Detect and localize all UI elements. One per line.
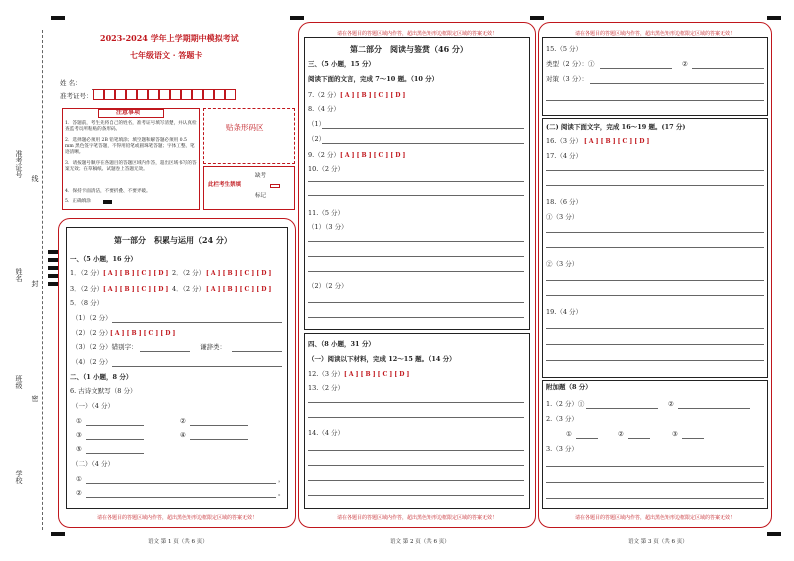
- q6-b-period: 。: [278, 489, 285, 497]
- timing-mark: [48, 282, 58, 286]
- section-4-title: 四、（8 小题，31 分）: [308, 340, 375, 348]
- q6-b-blank-number: ①: [76, 475, 82, 483]
- q6-blank-line[interactable]: [86, 425, 144, 426]
- q9-label: 9.（2 分）: [308, 151, 340, 159]
- notice-item: 1．答题前，考生先将自己的姓名，准考证号填写清楚，并认真检查监考员所粘贴的条形码。: [65, 121, 197, 133]
- q15-type-label-2: ②: [682, 60, 688, 68]
- q6-b-label: （二）（4 分）: [72, 460, 114, 468]
- q18-2-label: ②（3 分）: [546, 260, 579, 268]
- timing-mark: [48, 250, 58, 254]
- q15-policy-line[interactable]: [546, 100, 764, 101]
- name-label: 姓 名：: [60, 79, 82, 87]
- q5-3-modest-label: 谦辞类：: [200, 343, 226, 351]
- q18-1-line[interactable]: [546, 232, 764, 233]
- q3-label: 3．（2 分）: [70, 285, 104, 293]
- bonus-q2-blank-number: ②: [618, 430, 624, 438]
- q19-line[interactable]: [546, 344, 764, 345]
- timing-mark: [767, 532, 781, 536]
- q19-label: 19.（4 分）: [546, 308, 583, 316]
- q5-1-answer-line[interactable]: [112, 322, 282, 323]
- part2-title: 第二部分 阅读与鉴赏（46 分）: [350, 44, 468, 54]
- notice-title: 注意事项: [116, 109, 141, 116]
- bonus-q2-line[interactable]: [682, 438, 704, 439]
- binding-line: [42, 30, 43, 530]
- q6-b-comma: ，: [278, 475, 285, 483]
- bonus-q2-blank-number: ③: [672, 430, 678, 438]
- bonus-q3-line[interactable]: [546, 466, 764, 467]
- q8-1-label: （1）: [308, 120, 326, 128]
- warning-text: 请在各题目的答题区域内作答，超出黑色矩形边框限定区域的答案无效！: [574, 515, 735, 521]
- fill-sample: [103, 200, 112, 204]
- q6-blank-line[interactable]: [86, 453, 144, 454]
- q6-blank-line[interactable]: [190, 425, 248, 426]
- q8-label: 8.（4 分）: [308, 105, 340, 113]
- reading-2-instruction: （一）阅读以下材料，完成 12～15 题。（14 分）: [308, 355, 456, 363]
- q13-line[interactable]: [308, 402, 524, 403]
- section-1-title: 一、（5 小题，16 分）: [70, 255, 137, 263]
- absent-mark-label: 标记: [255, 193, 267, 199]
- q17-line[interactable]: [546, 185, 764, 186]
- side-label-seal: 封: [31, 280, 39, 287]
- q6-blank-number: ⑤: [76, 445, 82, 453]
- bonus-q2-line[interactable]: [576, 438, 598, 439]
- q6-blank-number: ②: [180, 417, 186, 425]
- q2-label: 2．（2 分）: [172, 269, 206, 277]
- q11-2-line[interactable]: [308, 317, 524, 318]
- bonus-q3-line[interactable]: [546, 482, 764, 483]
- notice-item: 4．保持卡面清洁，不要折叠、不要弄破。: [65, 189, 151, 194]
- q14-line[interactable]: [308, 465, 524, 466]
- q19-line[interactable]: [546, 328, 764, 329]
- q7-options[interactable]: [ A ] [ B ] [ C ] [ D ]: [340, 92, 406, 99]
- timing-mark: [51, 16, 65, 20]
- q3-options[interactable]: [ A ] [ B ] [ C ] [ D ]: [103, 286, 169, 293]
- bonus-q2-blank-number: ①: [566, 430, 572, 438]
- notice-item: 2．选择题必须用 2B 铅笔填涂；填空题和解答题必须用 0.5 mm 黑色签字笔答题，不得用铅笔或圆珠笔答题；字体工整、笔迹清晰。: [65, 138, 195, 156]
- q15-type-line[interactable]: [692, 68, 764, 69]
- barcode-area: [203, 108, 295, 164]
- warning-text: 请在各题目的答题区域内作答，超出黑色矩形边框限定区域的答案无效！: [336, 31, 497, 37]
- q9-options[interactable]: [ A ] [ B ] [ C ] [ D ]: [340, 152, 406, 159]
- q6-blank-line[interactable]: [190, 439, 248, 440]
- q14-label: 14.（4 分）: [308, 429, 345, 437]
- q18-1-line[interactable]: [546, 247, 764, 248]
- q5-label: 5．（8 分）: [70, 299, 104, 307]
- q5-3-modest-line[interactable]: [232, 351, 282, 352]
- side-label-line: 线: [31, 175, 39, 182]
- timing-mark: [48, 258, 58, 262]
- q10-label: 10.（2 分）: [308, 165, 345, 173]
- q5-2-label: （2）（2 分）: [72, 329, 112, 337]
- q11-1-line[interactable]: [308, 271, 524, 272]
- barcode-label: 贴条形码区: [226, 123, 264, 132]
- q5-1-label: （1）（2 分）: [72, 314, 112, 322]
- q11-2-label: （2）（2 分）: [308, 282, 348, 290]
- q10-line[interactable]: [308, 195, 524, 196]
- q4-options[interactable]: [ A ] [ B ] [ C ] [ D ]: [206, 286, 272, 293]
- q8-2-line[interactable]: [322, 143, 524, 144]
- q14-line[interactable]: [308, 450, 524, 451]
- q6-b-blank-number: ②: [76, 489, 82, 497]
- notice-item: 5．正确填涂: [65, 199, 91, 204]
- reading-3-instruction: (二) 阅读下面文字，完成 16～19 题。(17 分): [546, 123, 686, 131]
- q5-3-label: （3）（2 分）错别字：: [72, 343, 138, 351]
- q15-policy-label: 对策（3 分）：: [546, 75, 588, 83]
- q17-label: 17.（4 分）: [546, 152, 583, 160]
- page-footer: 语文 第 2 页（共 6 页）: [390, 539, 450, 545]
- section-3-title: 三、（5 小题，15 分）: [308, 60, 375, 68]
- absent-mark-label: 缺考: [255, 173, 267, 179]
- q5-2-options[interactable]: [ A ] [ B ] [ C ] [ D ]: [110, 330, 176, 337]
- timing-mark: [51, 532, 65, 536]
- absent-label: 此栏考生禁填: [208, 182, 242, 188]
- bonus-q1-line[interactable]: [586, 408, 658, 409]
- q6-blank-number: ①: [76, 417, 82, 425]
- q15-type-label: 类型（2 分）：①: [546, 60, 595, 68]
- warning-text: 请在各题目的答题区域内作答，超出黑色矩形边框限定区域的答案无效！: [574, 31, 735, 37]
- bonus-q3-label: 3.（3 分）: [546, 445, 578, 453]
- q6-b-blank-line[interactable]: [86, 483, 276, 484]
- q6-blank-number: ④: [180, 431, 186, 439]
- q1-label: 1．（2 分）: [70, 269, 104, 277]
- side-label-exam-id: 准考证号: [15, 150, 23, 178]
- reading-1-instruction: 阅读下面的文言，完成 7～10 题。（10 分）: [308, 75, 439, 83]
- bonus-title: 附加题（8 分）: [546, 383, 592, 391]
- q18-1-label: ①（3 分）: [546, 213, 579, 221]
- q17-line[interactable]: [546, 170, 764, 171]
- timing-mark: [530, 16, 544, 20]
- q16-label: 16.（3 分）: [546, 137, 583, 145]
- bonus-q1-label: 1.（2 分）①: [546, 400, 585, 408]
- notice-item: 3．请按题号顺序在各题目的答题区域内作答，超出区域书写的答案无效；在草稿纸、试题卷上答题无效。: [65, 161, 197, 173]
- timing-mark: [48, 274, 58, 278]
- side-label-name: 姓名: [15, 268, 23, 282]
- side-label-class: 班级: [15, 375, 23, 389]
- q18-2-line[interactable]: [546, 280, 764, 281]
- q4-label: 4．（2 分）: [172, 285, 206, 293]
- q18-2-line[interactable]: [546, 295, 764, 296]
- q8-1-line[interactable]: [322, 128, 524, 129]
- exam-id-label: 准考证号：: [60, 92, 93, 100]
- part1-title: 第一部分 积累与运用（24 分）: [114, 235, 232, 245]
- q13-line[interactable]: [308, 417, 524, 418]
- q12-options[interactable]: [ A ] [ B ] [ C ] [ D ]: [344, 371, 410, 378]
- timing-mark: [290, 16, 304, 20]
- bonus-q1-label-2: ②: [668, 400, 674, 408]
- q6-a-label: （一）（4 分）: [72, 402, 114, 410]
- q5-3-typo-line[interactable]: [140, 351, 190, 352]
- q1-options[interactable]: [ A ] [ B ] [ C ] [ D ]: [103, 270, 169, 277]
- q11-2-line[interactable]: [308, 302, 524, 303]
- q2-options[interactable]: [ A ] [ B ] [ C ] [ D ]: [206, 270, 272, 277]
- bonus-q3-line[interactable]: [546, 498, 764, 499]
- q11-label: 11.（5 分）: [308, 209, 345, 217]
- q5-4-answer-line[interactable]: [112, 366, 282, 367]
- q8-2-label: （2）: [308, 135, 326, 143]
- q6-blank-line[interactable]: [86, 439, 144, 440]
- section-2-title: 二、（1 小题，8 分）: [70, 373, 133, 381]
- q14-line[interactable]: [308, 480, 524, 481]
- q11-1-label: （1）（3 分）: [308, 223, 348, 231]
- page-footer: 语文 第 3 页（共 6 页）: [628, 539, 688, 545]
- side-label-secret: 密: [31, 395, 39, 402]
- q15-policy-line[interactable]: [590, 83, 764, 84]
- bonus-q2-line[interactable]: [628, 438, 650, 439]
- q12-label: 12.（3 分）: [308, 370, 345, 378]
- q19-line[interactable]: [546, 360, 764, 361]
- bonus-q1-line[interactable]: [678, 408, 750, 409]
- q10-line[interactable]: [308, 181, 524, 182]
- q18-label: 18.（6 分）: [546, 198, 583, 206]
- warning-text: 请在各题目的答题区域内作答，超出黑色矩形边框限定区域的答案无效！: [96, 515, 257, 521]
- q15-type-line[interactable]: [600, 68, 672, 69]
- q11-1-line[interactable]: [308, 241, 524, 242]
- q11-1-line[interactable]: [308, 256, 524, 257]
- bonus-q2-label: 2.（3 分）: [546, 415, 578, 423]
- exam-title: 2023-2024 学年上学期期中模拟考试: [100, 33, 239, 43]
- timing-mark: [767, 16, 781, 20]
- q5-4-label: （4）（2 分）: [72, 358, 112, 366]
- q6-b-blank-line[interactable]: [86, 497, 276, 498]
- exam-id-boxes[interactable]: [93, 89, 243, 101]
- q6-label: 6. 古诗文默写（8 分）: [70, 387, 137, 395]
- timing-mark: [48, 266, 58, 270]
- warning-text: 请在各题目的答题区域内作答，超出黑色矩形边框限定区域的答案无效！: [336, 515, 497, 521]
- q16-options[interactable]: [ A ] [ B ] [ C ] [ D ]: [584, 138, 650, 145]
- q15-label: 15.（5 分）: [546, 45, 583, 53]
- absent-mark-box[interactable]: [270, 184, 280, 188]
- q7-label: 7.（2 分）: [308, 91, 340, 99]
- q6-blank-number: ③: [76, 431, 82, 439]
- exam-subtitle: 七年级语文 · 答题卡: [130, 50, 203, 60]
- side-label-school: 学校: [15, 470, 23, 484]
- q14-line[interactable]: [308, 495, 524, 496]
- page-footer: 语文 第 1 页（共 6 页）: [148, 539, 208, 545]
- q13-label: 13.（2 分）: [308, 384, 345, 392]
